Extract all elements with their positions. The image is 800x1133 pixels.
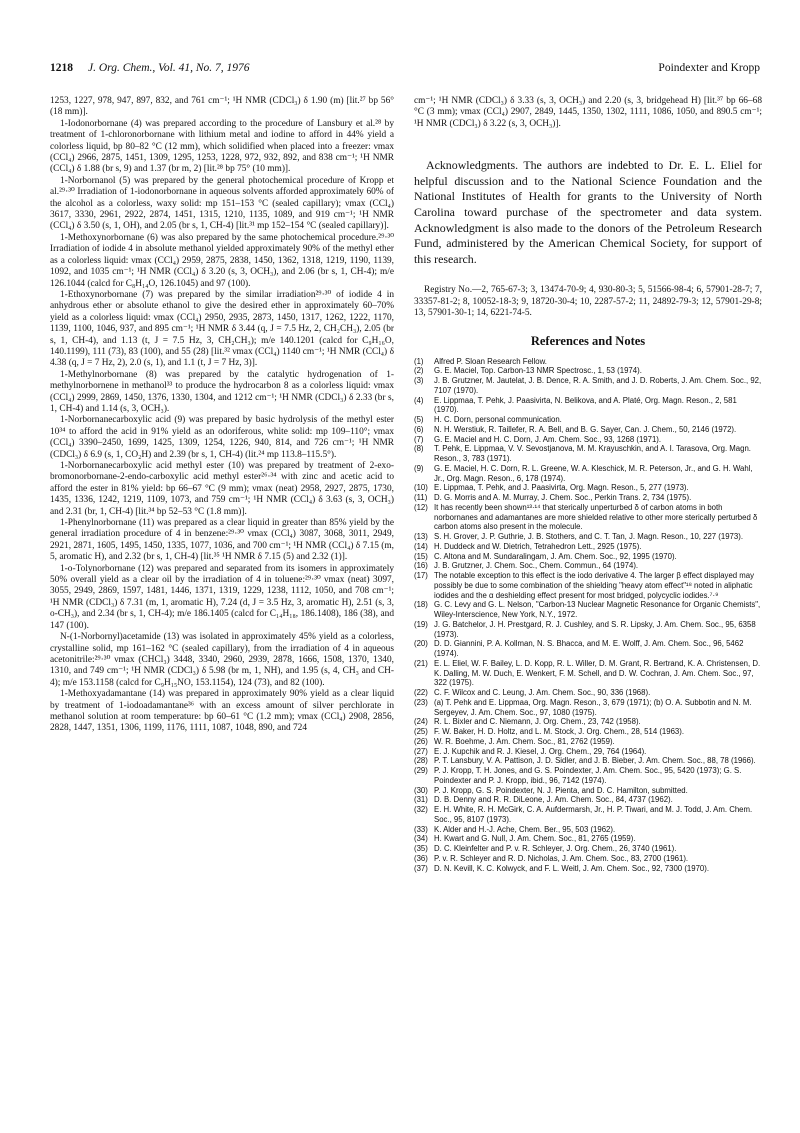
reference-number: (2) — [414, 366, 424, 376]
reference-number: (15) — [414, 551, 428, 561]
reference-text: Alfred P. Sloan Research Fellow. — [434, 356, 547, 366]
reference-item — [414, 717, 762, 727]
reference-item — [414, 532, 762, 542]
reference-item — [414, 571, 762, 600]
reference-number: (24) — [414, 717, 428, 727]
reference-item — [414, 737, 762, 747]
reference-item — [414, 727, 762, 737]
reference-number: (25) — [414, 727, 428, 737]
reference-item — [414, 396, 762, 416]
reference-item — [414, 493, 762, 503]
running-header — [50, 62, 760, 78]
registry-numbers: Registry No.—2, 765-67-3; 3, 13474-70-9; 4, 930-80-3; 5, 51566-98-4; 6, 57901-28-7; 7, 33357-81-2; 8, 10052-18-3; 9, 18720-30-4; 10, 2287-57-2; 11, 24892-79-3; 12, 57901-29-8; 13, 57901-30-1; 14, 6221-74-5. — [414, 285, 762, 319]
reference-text: G. E. Maciel and H. C. Dorn, J. Am. Chem. Soc., 93, 1268 (1971). — [434, 434, 662, 444]
reference-number: (6) — [414, 424, 424, 434]
experimental-paragraph: 1-Methylnorbornane (8) was prepared by the catalytic hydrogenation of 1-methylnorbornene in methanol³³ to produce the hydrocarbon 8 as a colorless liquid: νmax (CCl₄) 2999, 2869, 1450, 1376, 1330, 1304, and 1212 cm⁻¹; ¹H NMR (CDCl₃) δ 2.33 (br s, 1, CH-4) and 1.14 (s, 3, OCH₃). — [50, 369, 394, 414]
reference-item — [414, 639, 762, 659]
reference-number: (36) — [414, 853, 428, 863]
reference-item — [414, 561, 762, 571]
reference-text: D. C. Kleinfelter and P. v. R. Schleyer, J. Org. Chem., 26, 3740 (1961). — [434, 844, 677, 854]
reference-number: (14) — [414, 541, 428, 551]
reference-item — [414, 503, 762, 532]
experimental-paragraph: 1-Norbornanecarboxylic acid (9) was prepared by basic hydrolysis of the methyl ester 10³⁴ to afford the acid in 91% yield as an odoriferous, white solid: mp 109–110°; νmax (CCl₄) 3390–2450, 1699, 1425, 1309, 1254, 1226, 940, 814, and 726 cm⁻¹; ¹H NMR (CDCl₃) δ 6.9 (s, 1, CO₂H) and 2.39 (br s, 1, CH-4) (lit.²⁴ mp 113.8–115.5°). — [50, 415, 394, 460]
reference-number: (7) — [414, 434, 424, 444]
experimental-paragraph: cm⁻¹; ¹H NMR (CDCl₃) δ 3.33 (s, 3, OCH₃) and 2.20 (s, 3, bridgehead H) [lit.³⁷ bp 66–68 °C (3 mm); νmax (CCl₄) 2907, 2849, 1445, 1350, 1302, 1111, 1086, 1050, and 890.5 cm⁻¹; ¹H NMR (CDCl₃) δ 3.22 (s, 3, OCH₃)]. — [414, 96, 762, 129]
experimental-paragraph: 1-Norbornanecarboxylic acid methyl ester (10) was prepared by treatment of 2-exo-bromonorbornane-2-endo-carboxylic acid methyl ester²⁶·³⁴ with zinc and acetic acid to afford the ester in 81% yield: bp 66–67 °C (9 mm); νmax (neat) 2958, 2927, 2875, 1730, 1435, 1336, 1242, 1219, 1109, 1073, and 759 cm⁻¹; ¹H NMR (CCl₄) δ 3.63 (s, 3, OCH₃) and 2.31 (br, 1, CH-4) [lit.³⁴ bp 52–53 °C (1.8 mm)]. — [50, 461, 394, 517]
reference-item — [414, 844, 762, 854]
reference-item — [414, 747, 762, 757]
experimental-paragraph: 1-Ethoxynorbornane (7) was prepared by the similar irradiation²⁹·³⁰ of iodide 4 in anhydrous ether or absolute ethanol to give the desired ether in approximately 60–70% yield as a colorless liquid: νmax (CCl₄) 2950, 2935, 2873, 1450, 1317, 1262, 1222, 1170, 1139, 1100, 1046, 937, and 895 cm⁻¹; ¹H NMR δ 3.44 (q, J = 7.5 Hz, 2, CH₂CH₃), 2.05 (br s, 1, CH-4), and 1.13 (t, J = 7.5 Hz, 3, CH₂CH₃); m/e 140.1201 (calcd for C₉H₁₆O, 140.1199), 111 (73), 83 (100), and 55 (28) [lit.³² νmax (CCl₄) 1140 cm⁻¹; ¹H NMR (CCl₄) δ 4.38 (q, J = 7 Hz, 2), 2.0 (s, 1), and 1.1 (t, J = 7 Hz, 3)]. — [50, 289, 394, 369]
reference-number: (17) — [414, 571, 428, 581]
reference-text: N. H. Werstiuk, R. Taillefer, R. A. Bell, and B. G. Sayer, Can. J. Chem., 50, 2146 (1972). — [434, 424, 737, 434]
reference-text: J. B. Grutzner, M. Jautelat, J. B. Dence, R. A. Smith, and J. D. Roberts, J. Am. Chem. Soc., 92, 7107 (1970). — [434, 376, 762, 395]
reference-item — [414, 483, 762, 493]
reference-item — [414, 425, 762, 435]
reference-item — [414, 698, 762, 718]
reference-item — [414, 415, 762, 425]
reference-item — [414, 357, 762, 367]
reference-text: J. G. Batchelor, J. H. Prestgard, R. J. Cushley, and S. R. Lipsky, J. Am. Chem. Soc., 95, 6358 (1973). — [434, 619, 756, 639]
reference-item — [414, 825, 762, 835]
reference-number: (29) — [414, 766, 428, 776]
reference-text: (a) T. Pehk and E. Lippmaa, Org. Magn. Reson., 3, 679 (1971); (b) O. A. Subbotin and N. M. Sergeyev, J. Am. Chem. Soc., 97, 1080 (1975). — [434, 697, 752, 717]
reference-text: G. E. Maciel, Top. Carbon-13 NMR Spectrosc., 1, 53 (1974). — [434, 366, 642, 376]
reference-text: E. Lippmaa, T. Pehk, and J. Paasivirta, Org. Magn. Reson., 5, 277 (1973). — [434, 483, 689, 493]
reference-number: (13) — [414, 532, 428, 542]
page-number: 1218 — [50, 62, 73, 74]
right-column — [414, 96, 762, 1101]
reference-list — [414, 357, 762, 874]
reference-item — [414, 542, 762, 552]
reference-text: D. D. Giannini, P. A. Kollman, N. S. Bhacca, and M. E. Wolff, J. Am. Chem. Soc., 96, 5462 (1974). — [434, 639, 744, 659]
reference-text: E. H. White, R. H. McGirk, C. A. Aufdermarsh, Jr., H. P. Tiwari, and M. J. Todd, J. Am. Chem. Soc., 95, 8107 (1973). — [434, 805, 753, 824]
reference-number: (19) — [414, 619, 428, 629]
reference-number: (11) — [414, 493, 428, 503]
reference-text: It has recently been shown¹³·¹⁴ that sterically unperturbed δ of carbon atoms in both norbornanes and adamantanes are more shielded relative to other more sterically perturbed δ carbon atoms also present in the molecule. — [434, 502, 758, 532]
reference-text: C. F. Wilcox and C. Leung, J. Am. Chem. Soc., 90, 336 (1968). — [434, 688, 651, 698]
reference-text: G. E. Maciel, H. C. Dorn, R. L. Greene, W. A. Kleschick, M. R. Peterson, Jr., and G. H. Wahl, Jr., Org. Magn. Reson., 6, 178 (1974). — [434, 463, 753, 483]
reference-item — [414, 659, 762, 688]
reference-number: (31) — [414, 795, 428, 805]
experimental-paragraph: 1-Norbornanol (5) was prepared by the general photochemical procedure of Kropp et al.²⁹·³⁰ Irradiation of 1-iodonorbornane in aqueous solvents afforded approximately 60% of the alcohol as a colorless, waxy solid: mp 151–153 °C (sealed capillary); νmax (CCl₄) 3617, 3330, 2961, 2922, 2874, 1451, 1315, 1210, 1135, 1089, and 919 cm⁻¹; ¹H NMR (CCl₄) δ 3.50 (s, 1, OH), and 2.05 (br s, 1, CH-4) [lit.³¹ mp 152–154 °C (sealed capillary)]. — [50, 175, 394, 232]
reference-number: (26) — [414, 736, 428, 746]
reference-number: (18) — [414, 600, 428, 610]
reference-text: H. Duddeck and W. Dietrich, Tetrahedron Lett., 2925 (1975). — [434, 541, 642, 551]
reference-item — [414, 366, 762, 376]
reference-number: (10) — [414, 483, 428, 493]
reference-item — [414, 464, 762, 484]
reference-number: (33) — [414, 824, 428, 834]
reference-text: K. Alder and H.-J. Ache, Chem. Ber., 95, 503 (1962). — [434, 824, 616, 834]
reference-item — [414, 805, 762, 825]
reference-text: E. J. Kupchik and R. J. Kiesel, J. Org. Chem., 29, 764 (1964). — [434, 746, 647, 756]
reference-number: (21) — [414, 658, 428, 668]
reference-item — [414, 376, 762, 396]
reference-text: P. J. Kropp, G. S. Poindexter, N. J. Pienta, and D. C. Hamilton, submitted. — [434, 785, 688, 795]
reference-number: (12) — [414, 502, 428, 512]
reference-text: T. Pehk, E. Lippmaa, V. V. Sevostjanova, M. M. Krayuschkin, and A. I. Tarasova, Org. Magn. Reson., 3, 783 (1971). — [434, 444, 751, 464]
reference-text: E. L. Eliel, W. F. Bailey, L. D. Kopp, R. L. Willer, D. M. Grant, R. Bertrand, K. A. Christensen, D. K. Dalling, M. W. Duch, E. Wenkert, F. M. Schell, and D. W. Cochran, J. Am. Chem. Soc., 97, 322 (1975). — [434, 658, 761, 688]
left-column — [50, 96, 394, 1101]
experimental-continuation — [414, 96, 762, 130]
reference-item — [414, 834, 762, 844]
experimental-paragraph: 1-Iodonorbornane (4) was prepared according to the procedure of Lansbury et al.²⁸ by treatment of 1-chloronorbornane with lithium metal and iodine to afford in 44% yield a colorless liquid, bp 80–82 °C (12 mm), which solidified when placed into a freezer: νmax (CCl₄) 2966, 2875, 1451, 1309, 1295, 1253, 1228, 972, 932, 892, and 838 cm⁻¹; ¹H NMR (CCl₄) δ 1.88 (br s, 9) and 1.37 (br m, 2) [lit.²⁸ bp 75° (10 mm)]. — [50, 118, 394, 175]
reference-text: E. Lippmaa, T. Pehk, J. Paasivirta, N. Belikova, and A. Platé, Org. Magn. Reson., 2, 581 (1970). — [434, 395, 737, 415]
reference-item — [414, 864, 762, 874]
reference-text: D. N. Kevill, K. C. Kolwyck, and F. L. Weitl, J. Am. Chem. Soc., 92, 7300 (1970). — [434, 863, 710, 873]
reference-text: C. Altona and M. Sundaralingam, J. Am. Chem. Soc., 92, 1995 (1970). — [434, 551, 677, 561]
acknowledgments: Acknowledgments. The authors are indebted to Dr. E. L. Eliel for helpful discussion and to the National Science Foundation and the National Institutes of Health for grants to the University of North Carolina toward purchase of the spectrometer and data system. Acknowledgment is also made to the donors of the Petroleum Research Fund, administered by the American Chemical Society, for support of this research. — [414, 158, 762, 266]
reference-number: (9) — [414, 463, 424, 473]
reference-text: G. C. Levy and G. L. Nelson, "Carbon-13 Nuclear Magnetic Resonance for Organic Chemists", Wiley-Interscience, New York, N.Y., 1972. — [434, 600, 761, 620]
reference-text: D. G. Morris and A. M. Murray, J. Chem. Soc., Perkin Trans. 2, 734 (1975). — [434, 493, 692, 503]
reference-text: S. H. Grover, J. P. Guthrie, J. B. Stothers, and C. T. Tan, J. Magn. Reson., 10, 227 (1973). — [434, 532, 743, 542]
reference-item — [414, 552, 762, 562]
reference-number: (5) — [414, 415, 424, 425]
experimental-paragraph: 1-o-Tolynorbornane (12) was prepared and separated from its isomers in approximately 50% overall yield as a clear oil by the irradiation of 4 in toluene:²⁹·³⁰ νmax (neat) 3097, 3055, 2949, 2869, 1597, 1481, 1446, 1371, 1319, 1229, 1238, 1112, 1050, and 708 cm⁻¹; ¹H NMR (CDCl₃) δ 7.31 (m, 1, aromatic H), 7.24 (d, J = 3.5 Hz, 3, aromatic H), 2.51 (s, 3, o-CH₃), and 2.34 (br s, 1, CH-4); m/e 186.1405 (calcd for C₁₄H₁₈, 186.1408), 186 (38), and 147 (100). — [50, 563, 394, 631]
reference-number: (35) — [414, 844, 428, 854]
reference-number: (32) — [414, 805, 428, 815]
reference-item — [414, 444, 762, 464]
journal-citation: J. Org. Chem., Vol. 41, No. 7, 1976 — [88, 62, 250, 74]
reference-item — [414, 688, 762, 698]
references-heading: References and Notes — [530, 333, 646, 348]
experimental-paragraph: 1-Methoxynorbornane (6) was also prepared by the same photochemical procedure.²⁹·³⁰ Irradiation of iodide 4 in absolute methanol yielded approximately 90% of the methyl ether as a colorless liquid: νmax (CCl₄) 2959, 2875, 2838, 1450, 1362, 1318, 1219, 1190, 1139, 1092, and 1035 cm⁻¹; ¹H NMR (CCl₄) δ 3.20 (s, 3, OCH₃), and 2.06 (br s, 1, CH-4); m/e 126.1044 (calcd for C₈H₁₄O, 126.1045) and 97 (100). — [50, 232, 394, 289]
reference-number: (16) — [414, 561, 428, 571]
experimental-paragraph: 1-Phenylnorbornane (11) was prepared as a clear liquid in greater than 85% yield by the general irradiation procedure of 4 in benzene:²⁹·³⁰ νmax (CCl₄) 3087, 3068, 3011, 2949, 2921, 2871, 1605, 1495, 1450, 1335, 1077, 1036, and 700 cm⁻¹; ¹H NMR (CCl₄) δ 7.15 (m, 5, aromatic H), and 2.32 (br s, 1, CH-4) [lit.³⁵ ¹H NMR δ 7.15 (5) and 2.32 (1)]. — [50, 518, 394, 563]
experimental-paragraph: 1253, 1227, 978, 947, 897, 832, and 761 cm⁻¹; ¹H NMR (CDCl₃) δ 1.90 (m) [lit.²⁷ bp 56° (18 mm)]. — [50, 96, 394, 118]
reference-item — [414, 795, 762, 805]
running-authors: Poindexter and Kropp — [658, 62, 760, 74]
reference-item — [414, 620, 762, 640]
reference-number: (22) — [414, 688, 428, 698]
reference-item — [414, 786, 762, 796]
reference-text: P. v. R. Schleyer and R. D. Nicholas, J. Am. Chem. Soc., 83, 2700 (1961). — [434, 853, 689, 863]
experimental-paragraph: N-(1-Norbornyl)acetamide (13) was isolated in approximately 45% yield as a colorless, crystalline solid, mp 161–162 °C (sealed capillary), from the irradiation of 4 in aqueous acetonitrile:²⁹·³⁰ νmax (CHCl₃) 3448, 3340, 2960, 2939, 2878, 1666, 1508, 1370, 1340, 1310, and 749 cm⁻¹; ¹H NMR (CDCl₃) δ 5.98 (br m, 1, NH), and 1.95 (s, 4, CH₃ and CH-4); m/e 153.1158 (calcd for C₉H₁₅NO, 153.1154), 124 (73), and 82 (100). — [50, 632, 394, 688]
reference-item — [414, 766, 762, 786]
reference-text: J. B. Grutzner, J. Chem. Soc., Chem. Commun., 64 (1974). — [434, 561, 639, 571]
reference-number: (30) — [414, 785, 428, 795]
reference-text: W. R. Boehme, J. Am. Chem. Soc., 81, 2762 (1959). — [434, 736, 615, 746]
reference-number: (3) — [414, 376, 424, 386]
reference-item — [414, 854, 762, 864]
reference-text: P. T. Lansbury, V. A. Pattison, J. D. Sidler, and J. B. Bieber, J. Am. Chem. Soc., 88, 78 (1966). — [434, 756, 756, 766]
reference-item — [414, 756, 762, 766]
reference-number: (34) — [414, 834, 428, 844]
reference-number: (37) — [414, 863, 428, 873]
reference-text: H. C. Dorn, personal communication. — [434, 415, 562, 425]
reference-text: D. B. Denny and R. R. DiLeone, J. Am. Chem. Soc., 84, 4737 (1962). — [434, 795, 673, 805]
reference-text: H. Kwart and G. Null, J. Am. Chem. Soc., 81, 2765 (1959). — [434, 834, 636, 844]
reference-number: (8) — [414, 444, 424, 454]
reference-text: P. J. Kropp, T. H. Jones, and G. S. Poindexter, J. Am. Chem. Soc., 95, 5420 (1973); G. S. Poindexter and P. J. Kropp, ibid., 96, 7142 (1974). — [434, 766, 742, 785]
reference-text: R. L. Bixler and C. Niemann, J. Org. Chem., 23, 742 (1958). — [434, 717, 641, 727]
experimental-paragraph: 1-Methoxyadamantane (14) was prepared in approximately 90% yield as a clear liquid by treatment of 1-iodoadamantane³⁶ with an excess amount of silver perchlorate in methanol solution at room temperature: bp 60–61 °C (1.2 mm); νmax (CCl₄) 2908, 2856, 2828, 1447, 1351, 1306, 1199, 1176, 1111, 1087, 1048, 890, and 724 — [50, 689, 394, 734]
reference-item — [414, 435, 762, 445]
reference-text: The notable exception to this effect is the iodo derivative 4. The larger β effect displayed may possibly be due to some combination of the shielding "heavy atom effect"¹⁸ noted in aliphatic iodides and the α deshielding effect present for most bridged, polycyclic iodides.⁷·⁹ — [434, 571, 755, 600]
reference-number: (20) — [414, 639, 428, 649]
reference-number: (1) — [414, 356, 424, 366]
reference-text: F. W. Baker, H. D. Holtz, and L. M. Stock, J. Org. Chem., 28, 514 (1963). — [434, 727, 685, 737]
reference-number: (4) — [414, 395, 424, 405]
reference-item — [414, 600, 762, 620]
reference-number: (23) — [414, 697, 428, 707]
reference-number: (27) — [414, 746, 428, 756]
reference-number: (28) — [414, 756, 428, 766]
